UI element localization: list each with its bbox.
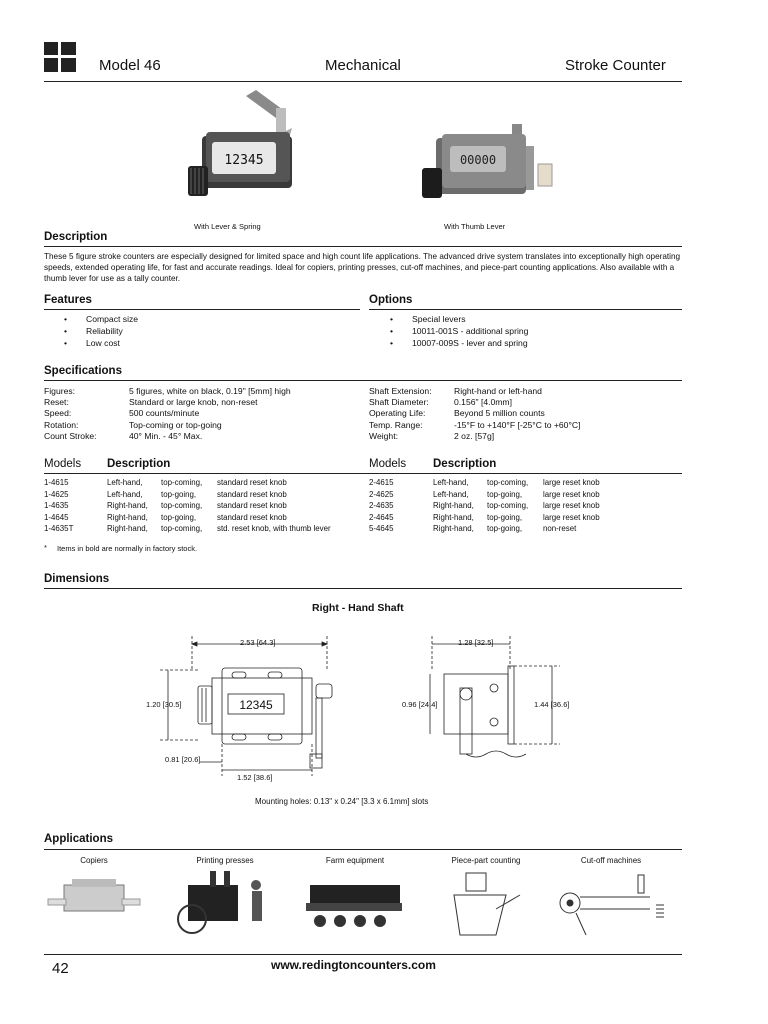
dim-side-height: 1.44 [36.6] <box>534 700 570 709</box>
list-item: • 10007-009S - lever and spring <box>390 337 528 349</box>
table-row: 2-4615 Left-hand, top-coming, large reset knob <box>369 478 600 487</box>
photo-display-left: 12345 <box>224 153 264 168</box>
table-row: 1-4635T Right-hand, top-coming, std. reset knob, with thumb lever <box>44 524 331 534</box>
app-printing-presses <box>170 856 280 947</box>
spec-row: Reset: Standard or large knob, non-reset <box>44 397 258 408</box>
dim-height: 1.20 [30.5] <box>146 700 182 709</box>
counter-photo-lever-spring <box>180 88 310 216</box>
mounting-holes-note: Mounting holes: 0.13" x 0.24" [3.3 x 6.1mm] slots <box>255 797 429 806</box>
models-table-left <box>44 477 364 535</box>
spec-row: Temp. Range: -15°F to +140°F [-25°C to +60°C] <box>369 419 581 430</box>
category-title: Mechanical <box>325 57 401 74</box>
app-label: Farm equipment <box>325 856 385 865</box>
table-row: 1-4625 Left-hand, top-going, standard reset knob <box>44 489 287 499</box>
spec-row: Figures: 5 figures, white on black, 0.19" [5mm] high <box>44 386 291 396</box>
drawing-display: 12345 <box>239 698 273 712</box>
table-row: 1-4635 Right-hand, top-coming, standard reset knob <box>44 501 287 511</box>
footer-url[interactable]: www.redingtoncounters.com <box>271 958 436 972</box>
spec-row: Shaft Diameter: 0.156" [4.0mm] <box>369 397 512 408</box>
spec-row: Count Stroke: 40° Min. - 45° Max. <box>44 430 203 441</box>
photo-caption-right: With Thumb Lever <box>444 222 506 231</box>
specs-left <box>44 386 364 442</box>
app-farm-equipment <box>300 856 410 947</box>
description-col-header-left: Description <box>107 458 171 470</box>
app-label: Cut-off machines <box>580 856 642 865</box>
table-row: 2-4625 Left-hand, top-going, large reset knob <box>369 489 600 499</box>
app-label: Printing presses <box>196 856 254 865</box>
app-label: Piece-part counting <box>451 856 521 865</box>
spec-row: Rotation: Top-coming or top-going <box>44 419 222 430</box>
table-row: 2-4635 Right-hand, top-coming, large reset knob <box>369 501 600 511</box>
dimensions-subtitle: Right - Hand Shaft <box>312 602 404 614</box>
app-piece-part-counting <box>436 856 536 947</box>
seed-drill-icon <box>300 865 410 945</box>
cut-off-machine-icon <box>556 865 666 945</box>
options-list <box>390 313 528 349</box>
printing-press-icon <box>170 865 280 945</box>
features-heading: Features <box>44 294 92 306</box>
description-heading: Description <box>44 231 108 243</box>
applications-heading: Applications <box>44 833 114 845</box>
product-title: Stroke Counter <box>565 57 666 74</box>
options-heading: Options <box>369 294 413 306</box>
app-copiers <box>44 856 144 927</box>
specifications-rule <box>44 380 682 381</box>
company-logo <box>44 42 76 72</box>
header-rule <box>44 81 682 82</box>
dim-hole-spacing: 1.52 [38.6] <box>237 773 273 782</box>
applications-rule <box>44 849 682 850</box>
copier-icon <box>44 865 144 925</box>
dimensions-rule <box>44 588 682 589</box>
table-row: 2-4645 Right-hand, top-going, large reset knob <box>369 512 600 522</box>
spec-row: Shaft Extension: Right-hand or left-hand <box>369 386 542 396</box>
page-number: 42 <box>52 960 69 977</box>
piece-part-counting-icon <box>436 865 536 945</box>
list-item: • Special levers <box>390 313 528 325</box>
description-col-header-right: Description <box>433 458 497 470</box>
dimensions-heading: Dimensions <box>44 573 110 585</box>
table-row: 5-4645 Right-hand, top-going, non-reset <box>369 524 577 534</box>
specifications-heading: Specifications <box>44 365 122 377</box>
dim-width: 2.53 [64.3] <box>240 638 276 647</box>
dim-side-inner: 0.96 [24.4] <box>402 700 438 709</box>
models-col-header-right: Models <box>369 458 407 470</box>
spec-row: Operating Life: Beyond 5 million counts <box>369 408 545 419</box>
features-rule <box>44 309 360 310</box>
options-rule <box>369 309 682 310</box>
list-item: • Reliability <box>64 325 138 337</box>
dim-side-width: 1.28 [32.5] <box>458 638 494 647</box>
spec-row: Weight: 2 oz. [57g] <box>369 430 495 441</box>
models-rule <box>44 473 682 474</box>
app-cut-off-machines <box>556 856 666 947</box>
app-label: Copiers <box>80 856 108 865</box>
footer-rule <box>44 954 682 955</box>
model-title: Model 46 <box>99 57 161 74</box>
footnote-mark: * <box>44 543 47 552</box>
spec-row: Speed: 500 counts/minute <box>44 408 200 419</box>
dimension-drawing-front <box>140 630 360 790</box>
models-table-right <box>369 477 689 535</box>
list-item: • 10011-001S - additional spring <box>390 325 528 337</box>
specs-right <box>369 386 689 442</box>
dim-offset: 0.81 [20.6] <box>165 755 201 764</box>
models-col-header-left: Models <box>44 458 82 470</box>
table-row: 1-4645 Right-hand, top-going, standard reset knob <box>44 512 287 522</box>
description-rule <box>44 246 682 247</box>
features-list <box>64 313 138 349</box>
list-item: • Low cost <box>64 337 138 349</box>
counter-photo-thumb-lever <box>420 120 560 216</box>
description-text: These 5 figure stroke counters are especially designed for limited space and high count life applications. The advanced drive system translates into exceptionally high operating speeds, extended operating life, for fast and accurate readings. Ideal for copiers, printing presses, cut-off machines, and piece-part counting applications. Also available with a thumb lever for use as a tally counter. <box>44 252 681 284</box>
photo-display-right: 00000 <box>459 153 497 167</box>
table-row: 1-4615 Left-hand, top-coming, standard reset knob <box>44 478 287 487</box>
footnote-text: Items in bold are normally in factory stock. <box>57 544 198 553</box>
photo-caption-left: With Lever & Spring <box>194 222 261 231</box>
list-item: • Compact size <box>64 313 138 325</box>
